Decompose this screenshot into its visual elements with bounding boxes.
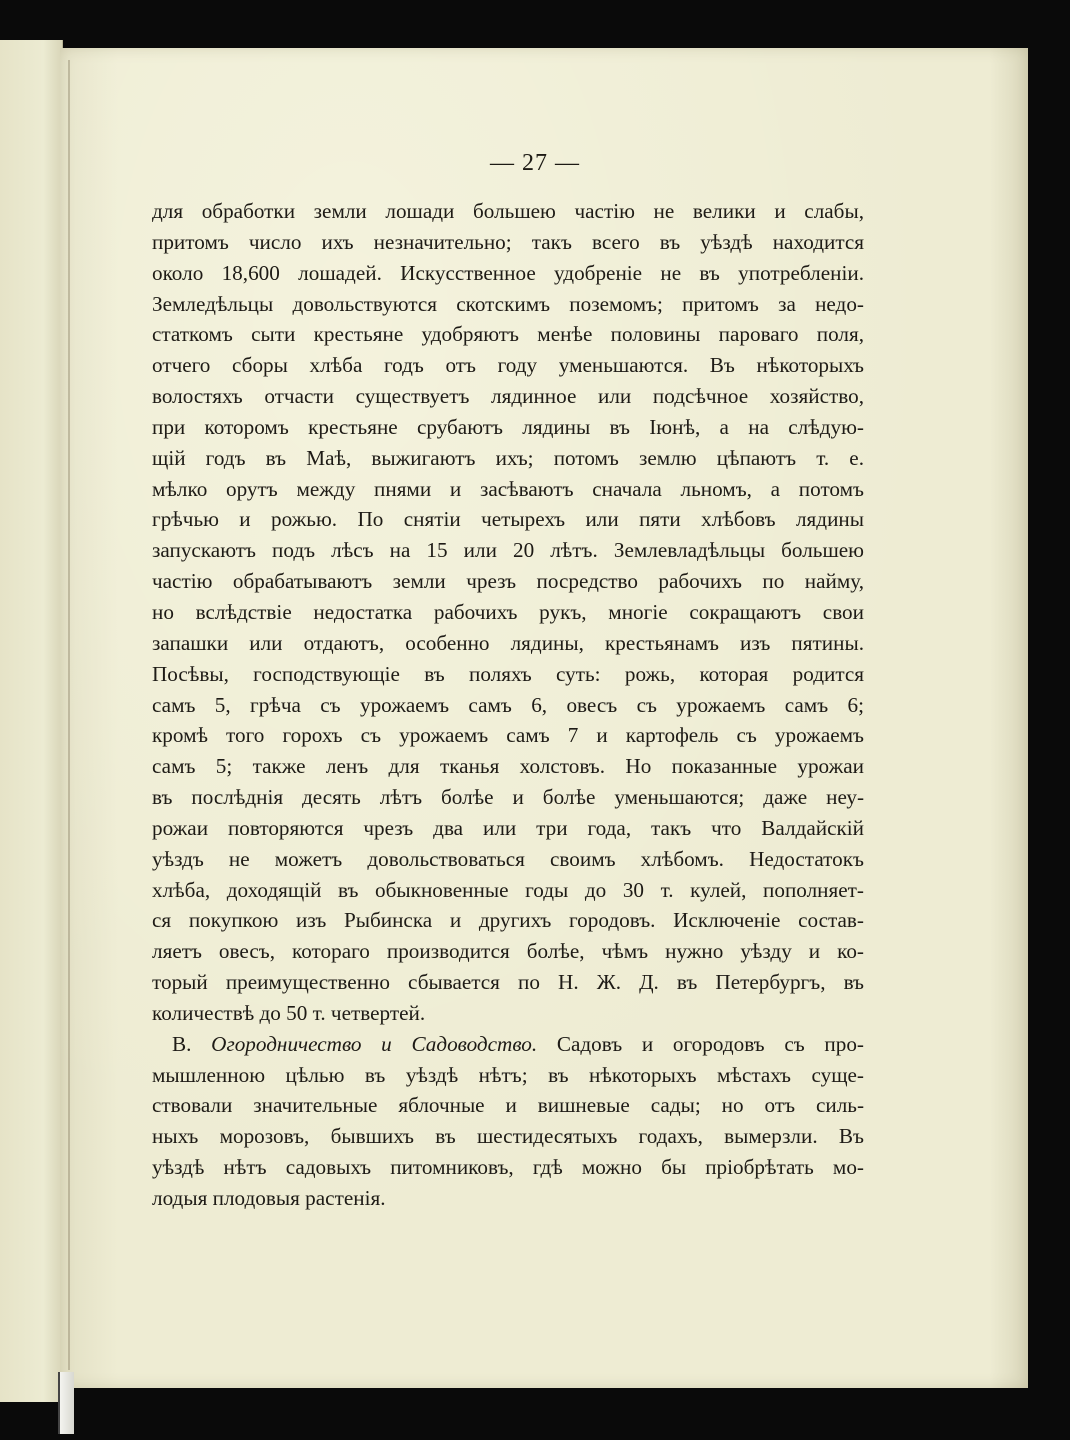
text-line: для обработки земли лошади большею частію не велики и слабы, xyxy=(152,199,864,223)
text-line: количествѣ до 50 т. четвертей. xyxy=(152,1000,426,1025)
text-line: около 18,600 лошадей. Искусственное удобреніе не въ употребленіи. xyxy=(152,260,864,285)
text-line: мышленною цѣлью въ уѣздѣ нѣтъ; въ нѣкоторыхъ мѣстахъ суще- xyxy=(152,1062,864,1087)
section-letter: В. xyxy=(172,1031,192,1056)
page-tab-marker xyxy=(58,1372,74,1434)
section-first-line-text: Садовъ и огородовъ съ про- xyxy=(556,1031,864,1056)
text-line: въ послѣднія десять лѣтъ болѣе и болѣе уменьшаются; даже неу- xyxy=(152,785,864,810)
text-line: Земледѣльцы довольствуются скотскимъ поземомъ; притомъ за недо- xyxy=(152,291,864,316)
page-number: — 27 — xyxy=(490,150,580,176)
text-line: но вслѣдствіе недостатка рабочихъ рукъ, многіе сокращаютъ свои xyxy=(152,599,864,624)
text-line: торый преимущественно сбывается по Н. Ж. Д. въ Петербургъ, въ xyxy=(152,970,864,995)
text-line: лодыя плодовыя растенія. xyxy=(152,1186,386,1210)
text-line: статкомъ сыти крестьяне удобряютъ менѣе половины пароваго поля, xyxy=(152,322,864,347)
text-line: ся покупкою изъ Рыбинска и другихъ городовъ. Исключеніе состав- xyxy=(152,908,864,933)
body-text xyxy=(152,196,864,1214)
binding-gutter xyxy=(68,60,70,1370)
text-line: самъ 5, грѣча съ урожаемъ самъ 6, овесъ съ урожаемъ самъ 6; xyxy=(152,692,864,717)
text-line: кромѣ того горохъ съ урожаемъ самъ 7 и картофель съ урожаемъ xyxy=(152,723,864,748)
text-line: волостяхъ отчасти существуетъ лядинное или подсѣчное хозяйство, xyxy=(152,384,864,409)
paragraph-2 xyxy=(152,1029,864,1214)
paragraph-2-first-line xyxy=(152,1029,864,1060)
text-line: отчего сборы хлѣба годъ отъ году уменьшаются. Въ нѣкоторыхъ xyxy=(152,353,864,378)
text-line: щій годъ въ Маѣ, выжигаютъ ихъ; потомъ землю цѣпаютъ т. е. xyxy=(152,445,864,470)
text-line: самъ 5; также ленъ для тканья холстовъ. Но показанные урожаи xyxy=(152,754,864,779)
text-line: запускаютъ подъ лѣсъ на 15 или 20 лѣтъ. Землевладѣльцы большею xyxy=(152,538,864,563)
previous-page-edge xyxy=(0,40,63,1402)
text-line: уѣздъ не можетъ довольствоваться своимъ хлѣбомъ. Недостатокъ xyxy=(152,846,864,871)
text-line: хлѣба, доходящій въ обыкновенные годы до 30 т. кулей, пополняет- xyxy=(152,877,864,902)
text-line: уѣздѣ нѣтъ садовыхъ питомниковъ, гдѣ можно бы пріобрѣтать мо- xyxy=(152,1155,864,1180)
text-line: грѣчью и рожью. По снятіи четырехъ или пяти хлѣбовъ лядины xyxy=(152,507,864,532)
text-line: запашки или отдаютъ, особенно лядины, крестьянамъ изъ пятины. xyxy=(152,630,864,655)
text-line: ляетъ овесъ, котораго производится болѣе, чѣмъ нужно уѣзду и ко- xyxy=(152,939,864,964)
paragraph-1 xyxy=(152,196,864,1029)
text-line: ствовали значительные яблочные и вишневые сады; но отъ силь- xyxy=(152,1093,864,1118)
section-heading: Огородничество и Садоводство. xyxy=(211,1031,538,1056)
text-line: притомъ число ихъ незначительно; такъ всего въ уѣздѣ находится xyxy=(152,229,864,254)
text-line: рожаи повторяются чрезъ два или три года, такъ что Валдайскій xyxy=(152,815,864,840)
text-line: Посѣвы, господствующіе въ поляхъ суть: рожь, которая родится xyxy=(152,661,864,686)
text-line: при которомъ крестьяне срубаютъ лядины въ Іюнѣ, а на слѣдую- xyxy=(152,414,864,439)
text-line: ныхъ морозовъ, бывшихъ въ шестидесятыхъ годахъ, вымерзли. Въ xyxy=(152,1124,864,1149)
text-line: частію обрабатываютъ земли чрезъ посредство рабочихъ по найму, xyxy=(152,569,864,594)
text-line: мѣлко орутъ между пнями и засѣваютъ сначала льномъ, а потомъ xyxy=(152,476,864,501)
